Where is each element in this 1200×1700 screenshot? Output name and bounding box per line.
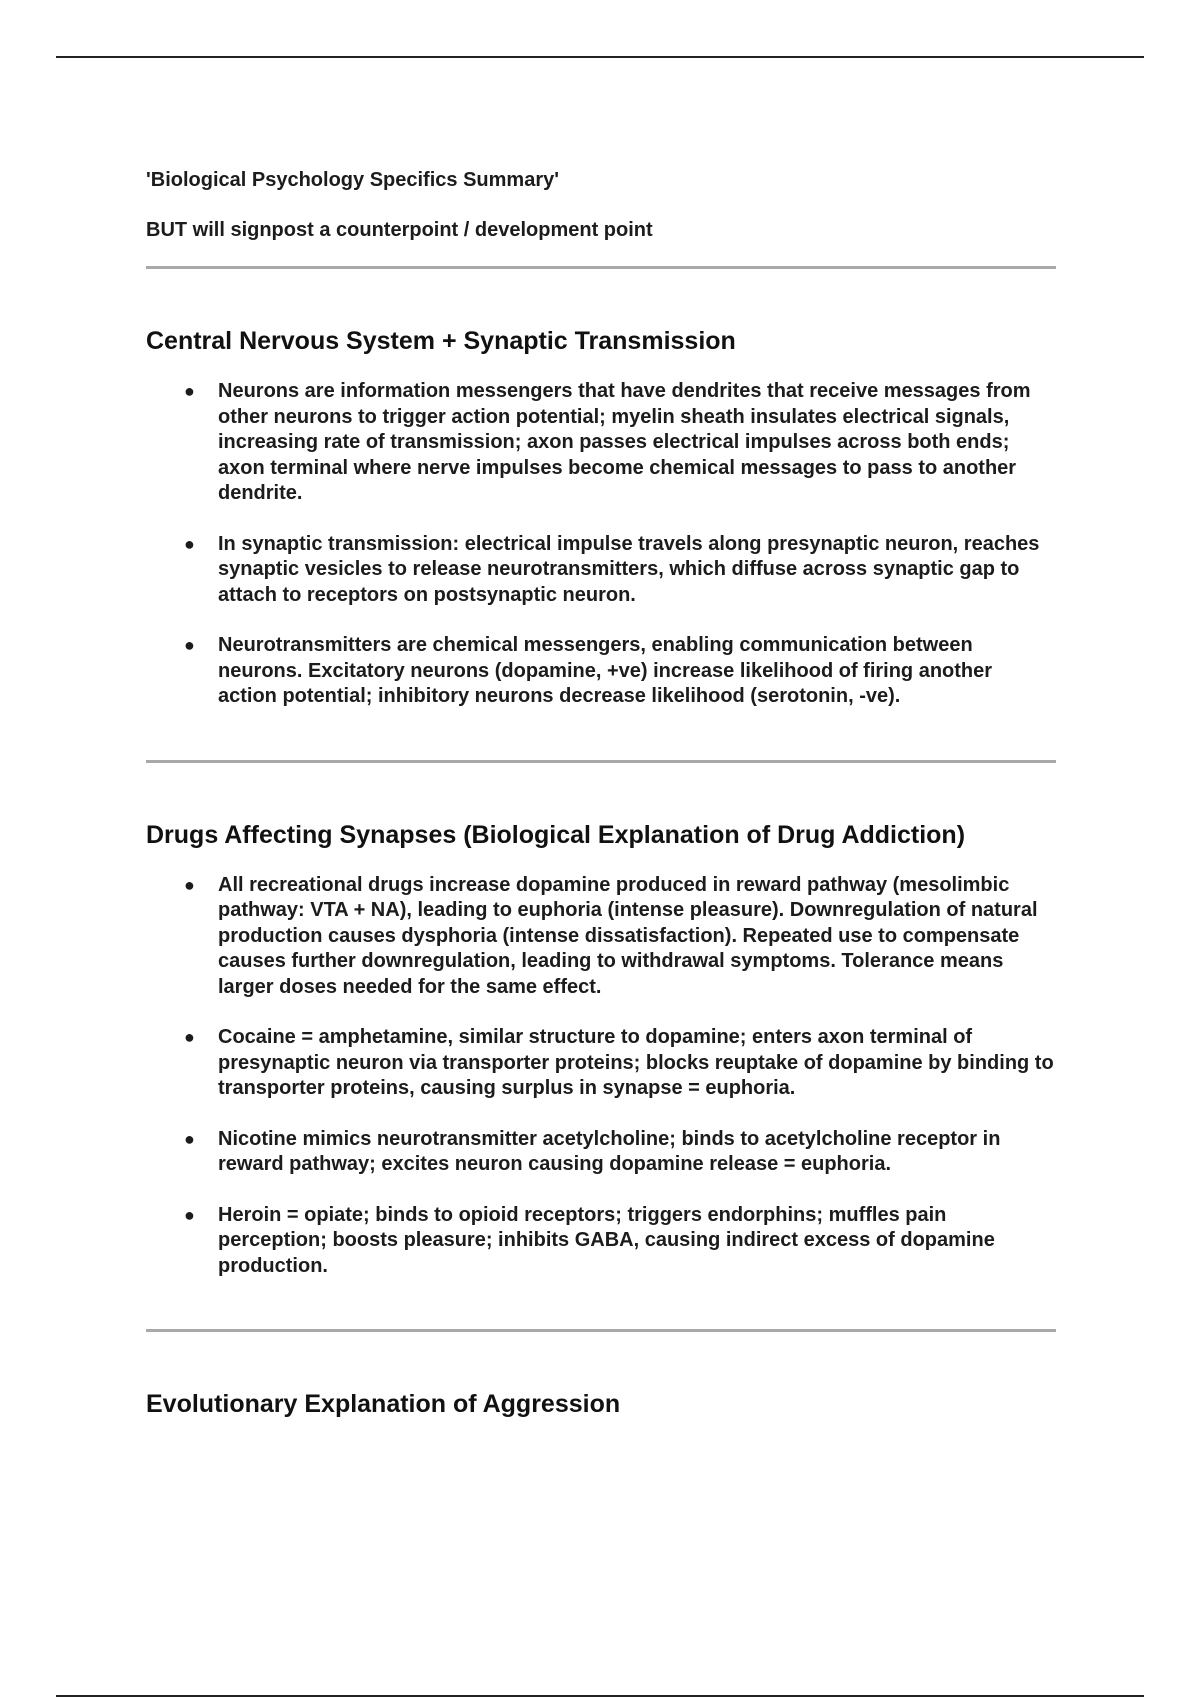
bullet-icon: ● xyxy=(184,635,195,655)
document-title: 'Biological Psychology Specifics Summary' xyxy=(146,169,559,191)
bullet-text: In synaptic transmission: electrical impulse travels along presynaptic neuron, reaches synaptic vesicles to release neurotransmitters, which diffuse across synaptic gap to attach to receptors on postsynaptic neuron. xyxy=(218,532,1040,606)
list-item xyxy=(146,1127,1056,1178)
list-item xyxy=(146,873,1056,1001)
bullet-list-cns xyxy=(146,379,1056,710)
page-top-rule xyxy=(56,56,1144,58)
document-subtitle: BUT will signpost a counterpoint / development point xyxy=(146,219,653,241)
bullet-text: All recreational drugs increase dopamine produced in reward pathway (mesolimbic pathway: VTA + NA), leading to euphoria (intense pleasure). Downregulation of natural production causes dysphoria (intense dissatisfaction). Repeated use to compensate causes further downregulation, leading to withdrawal symptoms. Tolerance means larger doses needed for the same effect. xyxy=(218,873,1038,998)
bullet-text: Heroin = opiate; binds to opioid receptors; triggers endorphins; muffles pain perception; boosts pleasure; inhibits GABA, causing indirect excess of dopamine production. xyxy=(218,1203,995,1277)
list-item xyxy=(146,379,1056,507)
bullet-list-drugs xyxy=(146,873,1056,1280)
bullet-icon: ● xyxy=(184,1204,195,1225)
section-divider xyxy=(146,1329,1056,1332)
list-item xyxy=(146,532,1056,609)
bullet-text: Cocaine = amphetamine, similar structure to dopamine; enters axon terminal of presynaptic neuron via transporter proteins; blocks reuptake of dopamine by binding to transporter proteins, causing surplus in synapse = euphoria. xyxy=(218,1026,1054,1099)
list-item xyxy=(146,1025,1056,1102)
section-divider xyxy=(146,760,1056,763)
bullet-text: Neurons are information messengers that have dendrites that receive messages from other neurons to trigger action potential; myelin sheath insulates electrical signals, increasing rate of transmission; axon passes electrical impulses across both ends; axon terminal where nerve impulses become chemical messages to pass to another dendrite. xyxy=(218,380,1031,504)
section-heading-drugs: Drugs Affecting Synapses (Biological Explanation of Drug Addiction) xyxy=(146,820,966,849)
document-body xyxy=(146,168,1056,1442)
list-item xyxy=(146,1203,1056,1280)
bullet-icon: ● xyxy=(184,874,195,895)
list-item xyxy=(146,633,1056,710)
bullet-icon: ● xyxy=(184,381,195,401)
section-heading-aggression: Evolutionary Explanation of Aggression xyxy=(146,1390,621,1418)
section-divider xyxy=(146,266,1056,269)
page-bottom-rule xyxy=(56,1695,1144,1697)
bullet-text: Nicotine mimics neurotransmitter acetylcholine; binds to acetylcholine receptor in reward pathway; excites neuron causing dopamine release = euphoria. xyxy=(218,1127,1001,1175)
section-heading-cns: Central Nervous System + Synaptic Transmission xyxy=(146,327,736,355)
bullet-icon: ● xyxy=(184,1128,195,1149)
bullet-text: Neurotransmitters are chemical messengers, enabling communication between neurons. Excitatory neurons (dopamine, +ve) increase likelihood of firing another action potential; inhibitory neurons decrease likelihood (serotonin, -ve). xyxy=(218,634,993,707)
bullet-icon: ● xyxy=(184,1027,195,1047)
bullet-icon: ● xyxy=(184,533,195,554)
